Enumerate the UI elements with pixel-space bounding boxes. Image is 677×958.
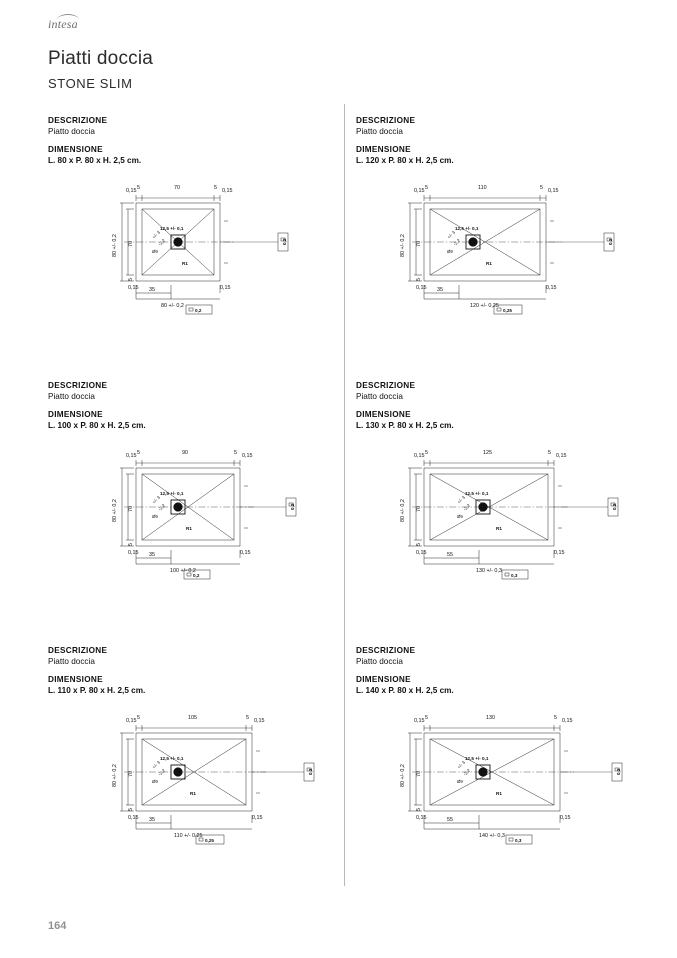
dim-top-seg-left: 5 [137, 450, 140, 456]
product-block [48, 646, 338, 857]
brand-logo [48, 18, 88, 36]
page-subtitle: STONE SLIM [48, 76, 133, 91]
dim-left-outer: 80 +/- 0,2 [112, 499, 118, 522]
bottom-tab-value: 0,3 [511, 573, 518, 578]
technical-drawing [356, 707, 646, 857]
dim-bottom-right-tol: 0,15 [240, 550, 251, 556]
slope-1: +/- 3 [456, 494, 467, 505]
drain-diameter: Ø9 [457, 514, 463, 519]
logo-swash-icon [57, 14, 79, 21]
corner-radius: R1 [496, 791, 502, 796]
dim-left-bottom-seg: 5 [128, 278, 134, 281]
technical-drawing [48, 442, 338, 592]
slope-1: +/- 3 [151, 759, 162, 770]
dim-top-right-tol: 0,15 [556, 453, 567, 459]
drain-size: 12,5 +/- 0,1 [465, 756, 489, 761]
descrizione-label: DESCRIZIONE [356, 381, 416, 390]
drain-size: 12,5 +/- 0,1 [160, 491, 184, 496]
dim-top-seg-left: 5 [137, 715, 140, 721]
drain-size: 12,5 +/- 0,1 [465, 491, 489, 496]
dim-bottom-total: 140 +/- 0,3 [479, 833, 505, 839]
dim-left-bottom-seg: 5 [128, 808, 134, 811]
corner-radius: R1 [190, 791, 196, 796]
technical-drawing [356, 177, 646, 327]
dim-top-left-tol: 0,15 [126, 718, 137, 724]
dimensione-label: DIMENSIONE [356, 675, 411, 684]
dim-left-inner: 70 [128, 506, 134, 512]
descrizione-value: Piatto doccia [48, 392, 95, 401]
dim-bottom-left-tol: 0,15 [128, 550, 139, 556]
dim-bottom-left-tol: 0,15 [416, 285, 427, 291]
dim-left-outer: 80 +/- 0,2 [112, 764, 118, 787]
dim-left-bottom-seg: 5 [416, 543, 422, 546]
dimensione-label: DIMENSIONE [356, 145, 411, 154]
product-block [48, 116, 338, 327]
dim-left-outer: 80 +/- 0,2 [400, 764, 406, 787]
descrizione-label: DESCRIZIONE [48, 381, 108, 390]
dim-bottom-left-tol: 0,15 [416, 550, 427, 556]
dim-bottom-right-tol: 0,15 [560, 815, 571, 821]
dim-top-right-tol: 0,15 [242, 453, 253, 459]
slope-2: -2,2 [462, 767, 472, 777]
slope-1: +/- 3 [456, 759, 467, 770]
dim-left-inner: 70 [416, 241, 422, 247]
dim-top-right-tol: 0,15 [562, 718, 573, 724]
dim-bottom-right-tol: 0,15 [546, 285, 557, 291]
dimensione-value: L. 110 x P. 80 x H. 2,5 cm. [48, 686, 146, 695]
technical-drawing [48, 707, 338, 857]
drain-size: 12,5 +/- 0,1 [455, 226, 479, 231]
descrizione-label: DESCRIZIONE [356, 646, 416, 655]
dim-left-inner: 70 [416, 771, 422, 777]
dim-left-outer: 80 +/- 0,2 [400, 499, 406, 522]
slope-1: +/- 3 [151, 494, 162, 505]
dim-top-seg-left: 5 [425, 185, 428, 191]
dim-top-seg-left2: 5 [137, 185, 140, 191]
descrizione-label: DESCRIZIONE [356, 116, 416, 125]
dim-top-right-tol: 0,15 [222, 188, 233, 194]
dim-bottom-total: 110 +/- 0,25 [174, 833, 203, 839]
dim-left-inner: 70 [416, 506, 422, 512]
product-block [356, 116, 646, 327]
drain-size: 12,5 +/- 0,1 [160, 756, 184, 761]
dim-top-left-tol: 0,15 [414, 188, 425, 194]
drain-diameter: Ø9 [447, 249, 453, 254]
dimensione-value: L. 120 x P. 80 x H. 2,5 cm. [356, 156, 454, 165]
dimensione-label: DIMENSIONE [48, 675, 103, 684]
descrizione-value: Piatto doccia [356, 657, 403, 666]
column-divider [344, 104, 345, 886]
dim-bottom-seg: 35 [149, 817, 155, 823]
dim-bottom-seg: 55 [447, 552, 453, 558]
dim-left-bottom-seg: 5 [416, 278, 422, 281]
dim-top-seg-right: 5 [554, 715, 557, 721]
dimensione-value: L. 100 x P. 80 x H. 2,5 cm. [48, 421, 146, 430]
drain-diameter: Ø9 [152, 779, 158, 784]
dim-top-seg-right: 5 [246, 715, 249, 721]
slope-2: -2,2 [462, 502, 472, 512]
slope-1: +/- 3 [446, 229, 457, 240]
dim-left-bottom-seg: 5 [416, 808, 422, 811]
slope-2: -2,2 [157, 767, 167, 777]
dim-bottom-seg: 35 [149, 552, 155, 558]
drain-size: 12,5 +/- 0,1 [160, 226, 184, 231]
dim-bottom-total: 100 +/- 0,2 [170, 568, 196, 574]
product-block [48, 381, 338, 592]
dim-left-bottom-seg: 5 [128, 543, 134, 546]
dim-bottom-seg: 35 [149, 287, 155, 293]
dim-bottom-left-tol: 0,15 [416, 815, 427, 821]
right-tab-value: 0,2 [616, 768, 621, 775]
dim-top-seg-right: 5 [234, 450, 237, 456]
dim-top-seg-mid: 110 [478, 185, 487, 191]
descrizione-value: Piatto doccia [356, 392, 403, 401]
right-tab-value: 0,2 [290, 503, 295, 510]
dim-top-seg-left: 5 [425, 715, 428, 721]
descrizione-value: Piatto doccia [48, 127, 95, 136]
dim-top-seg-right: 5 [540, 185, 543, 191]
bottom-tab-value: 0,25 [205, 838, 214, 843]
dim-bottom-left-tol: 0,15 [128, 285, 139, 291]
bottom-tab-value: 0,25 [503, 308, 512, 313]
corner-radius: R1 [496, 526, 502, 531]
dim-bottom-total: 80 +/- 0,2 [161, 303, 184, 309]
dimensione-value: L. 80 x P. 80 x H. 2,5 cm. [48, 156, 142, 165]
corner-radius: R1 [182, 261, 188, 266]
dim-bottom-total: 120 +/- 0,25 [470, 303, 499, 309]
dim-top-seg-right: 5 [548, 450, 551, 456]
dim-left-inner: 70 [128, 241, 134, 247]
page-title: Piatti doccia [48, 48, 154, 69]
right-tab-value: 0,2 [282, 238, 287, 245]
slope-2: -2,2 [157, 502, 167, 512]
dim-left-inner: 70 [128, 771, 134, 777]
descrizione-value: Piatto doccia [48, 657, 95, 666]
dim-bottom-seg: 55 [447, 817, 453, 823]
dim-bottom-right-tol: 0,15 [252, 815, 263, 821]
product-block [356, 381, 646, 592]
dim-left-outer: 80 +/- 0,2 [112, 234, 118, 257]
dimensione-value: L. 140 x P. 80 x H. 2,5 cm. [356, 686, 454, 695]
dim-top-left-tol: 0,15 [126, 188, 137, 194]
dim-left-outer: 80 +/- 0,2 [400, 234, 406, 257]
dim-top-left-tol: 0,15 [414, 718, 425, 724]
drain-diameter: Ø9 [457, 779, 463, 784]
right-tab-value: 0,2 [612, 503, 617, 510]
product-block [356, 646, 646, 857]
drain-diameter: Ø9 [152, 249, 158, 254]
slope-1: +/- 3 [151, 229, 162, 240]
dim-bottom-seg: 35 [437, 287, 443, 293]
descrizione-label: DESCRIZIONE [48, 646, 108, 655]
descrizione-value: Piatto doccia [356, 127, 403, 136]
dim-top-right-tol: 0,15 [548, 188, 559, 194]
dim-top-left-tol: 0,15 [414, 453, 425, 459]
technical-drawing [48, 177, 338, 327]
page-number: 164 [48, 920, 67, 932]
dimensione-value: L. 130 x P. 80 x H. 2,5 cm. [356, 421, 454, 430]
drain-diameter: Ø9 [152, 514, 158, 519]
bottom-tab-value: 0,3 [515, 838, 522, 843]
dim-top-seg-mid: 90 [182, 450, 188, 456]
technical-drawing [356, 442, 646, 592]
dim-top-left-tol: 0,15 [126, 453, 137, 459]
bottom-tab-value: 0,2 [195, 308, 202, 313]
dimensione-label: DIMENSIONE [48, 145, 103, 154]
dim-bottom-left-tol: 0,15 [128, 815, 139, 821]
dim-bottom-right-tol: 0,15 [554, 550, 565, 556]
dim-bottom-total: 130 +/- 0,3 [476, 568, 502, 574]
dim-top-right-tol: 0,15 [254, 718, 265, 724]
dim-top-seg-mid: 130 [486, 715, 495, 721]
bottom-tab-value: 0,2 [193, 573, 200, 578]
slope-2: -2,2 [452, 237, 462, 247]
corner-radius: R1 [186, 526, 192, 531]
logo-text: intesa [48, 17, 78, 31]
dimensione-label: DIMENSIONE [356, 410, 411, 419]
descrizione-label: DESCRIZIONE [48, 116, 108, 125]
dim-top-seg-mid: 70 [174, 185, 180, 191]
corner-radius: R1 [486, 261, 492, 266]
dim-top-seg-mid: 105 [188, 715, 197, 721]
dimensione-label: DIMENSIONE [48, 410, 103, 419]
dim-top-seg-mid: 125 [483, 450, 492, 456]
slope-2: -2,2 [157, 237, 167, 247]
dim-bottom-right-tol: 0,15 [220, 285, 231, 291]
dim-top-seg-left: 5 [425, 450, 428, 456]
right-tab-value: 0,2 [308, 768, 313, 775]
dim-top-seg-right: 5 [214, 185, 217, 191]
right-tab-value: 0,2 [608, 238, 613, 245]
